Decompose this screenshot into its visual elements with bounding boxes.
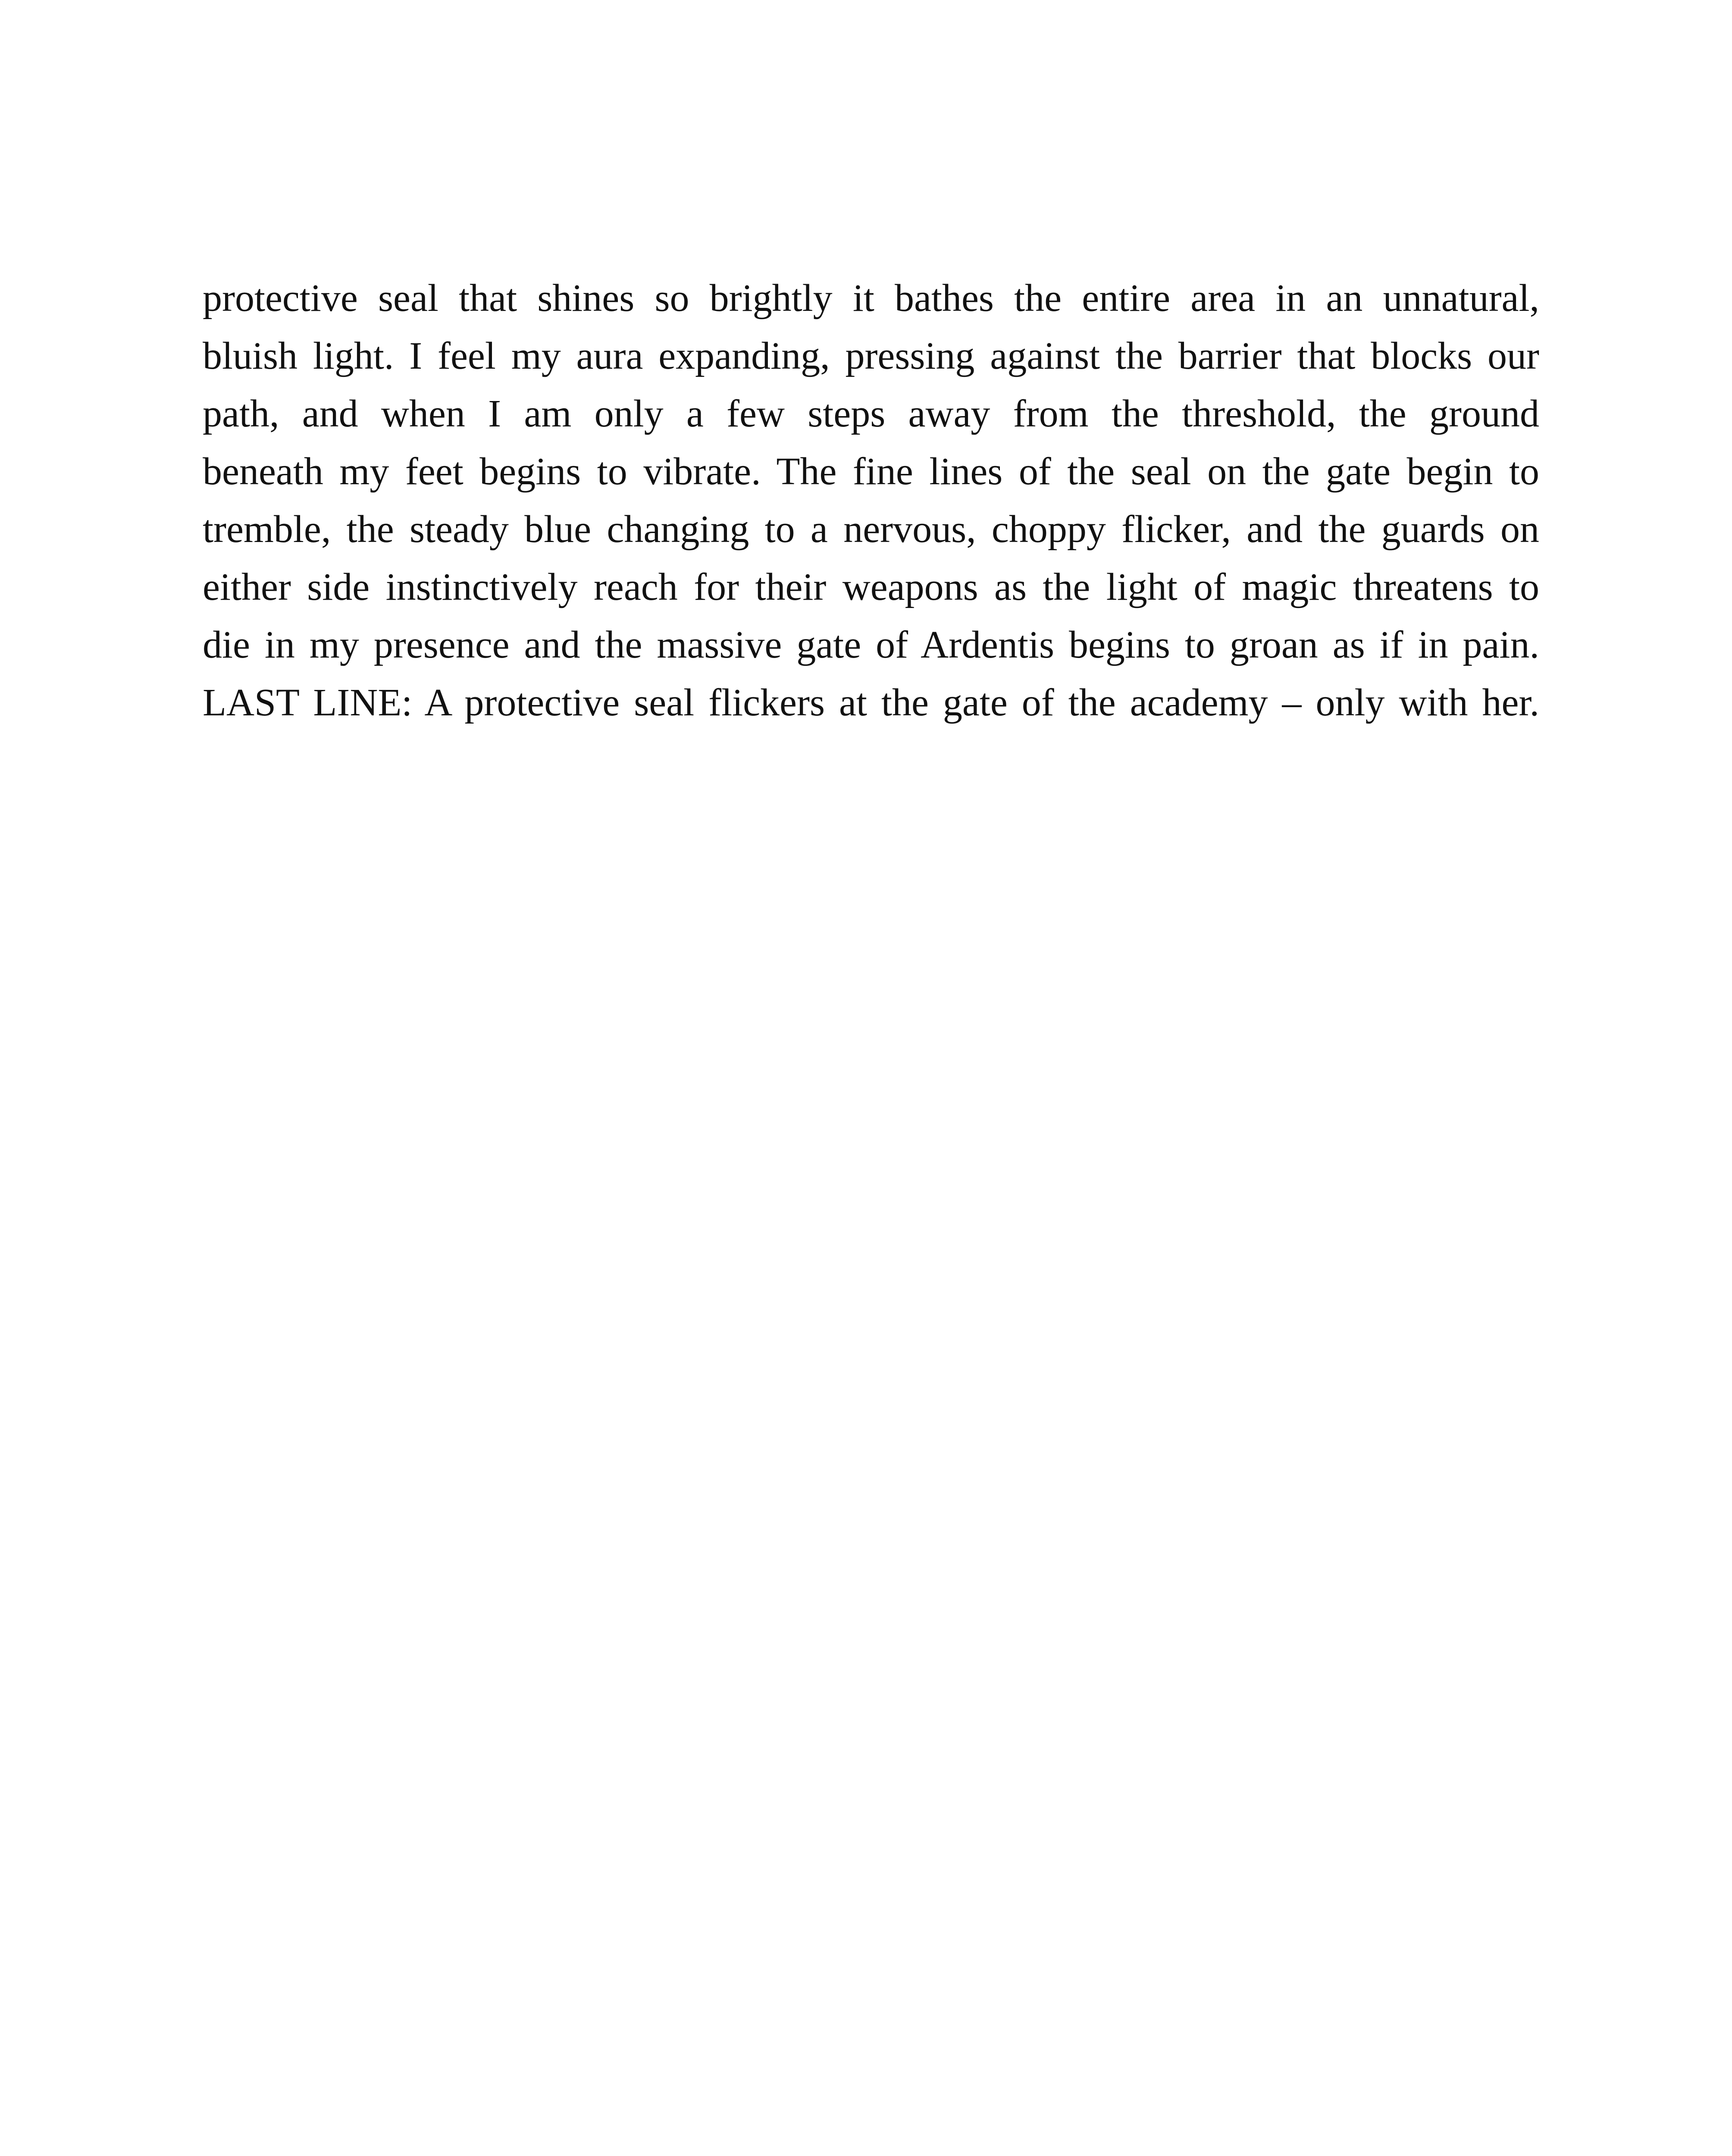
text-line-8: LAST LINE: A protective seal flickers at the gate of the academy – only with her. xyxy=(203,681,1539,724)
text-line-1: protective seal that shines so brightly it bathes the entire area in an unnatural, xyxy=(203,277,1539,320)
text-line-4: beneath my feet begins to vibrate. The fine lines of the seal on the gate begin to xyxy=(203,450,1539,493)
text-line-5: tremble, the steady blue changing to a nervous, choppy flicker, and the guards on xyxy=(203,508,1539,551)
text-line-6: either side instinctively reach for their weapons as the light of magic threatens to xyxy=(203,566,1539,608)
text-line-7: die in my presence and the massive gate of Ardentis begins to groan as if in pain. xyxy=(203,624,1539,666)
text-line-2: bluish light. I feel my aura expanding, pressing against the barrier that blocks our xyxy=(203,335,1539,377)
body-text xyxy=(203,270,1539,732)
text-line-3: path, and when I am only a few steps away from the threshold, the ground xyxy=(203,392,1539,435)
